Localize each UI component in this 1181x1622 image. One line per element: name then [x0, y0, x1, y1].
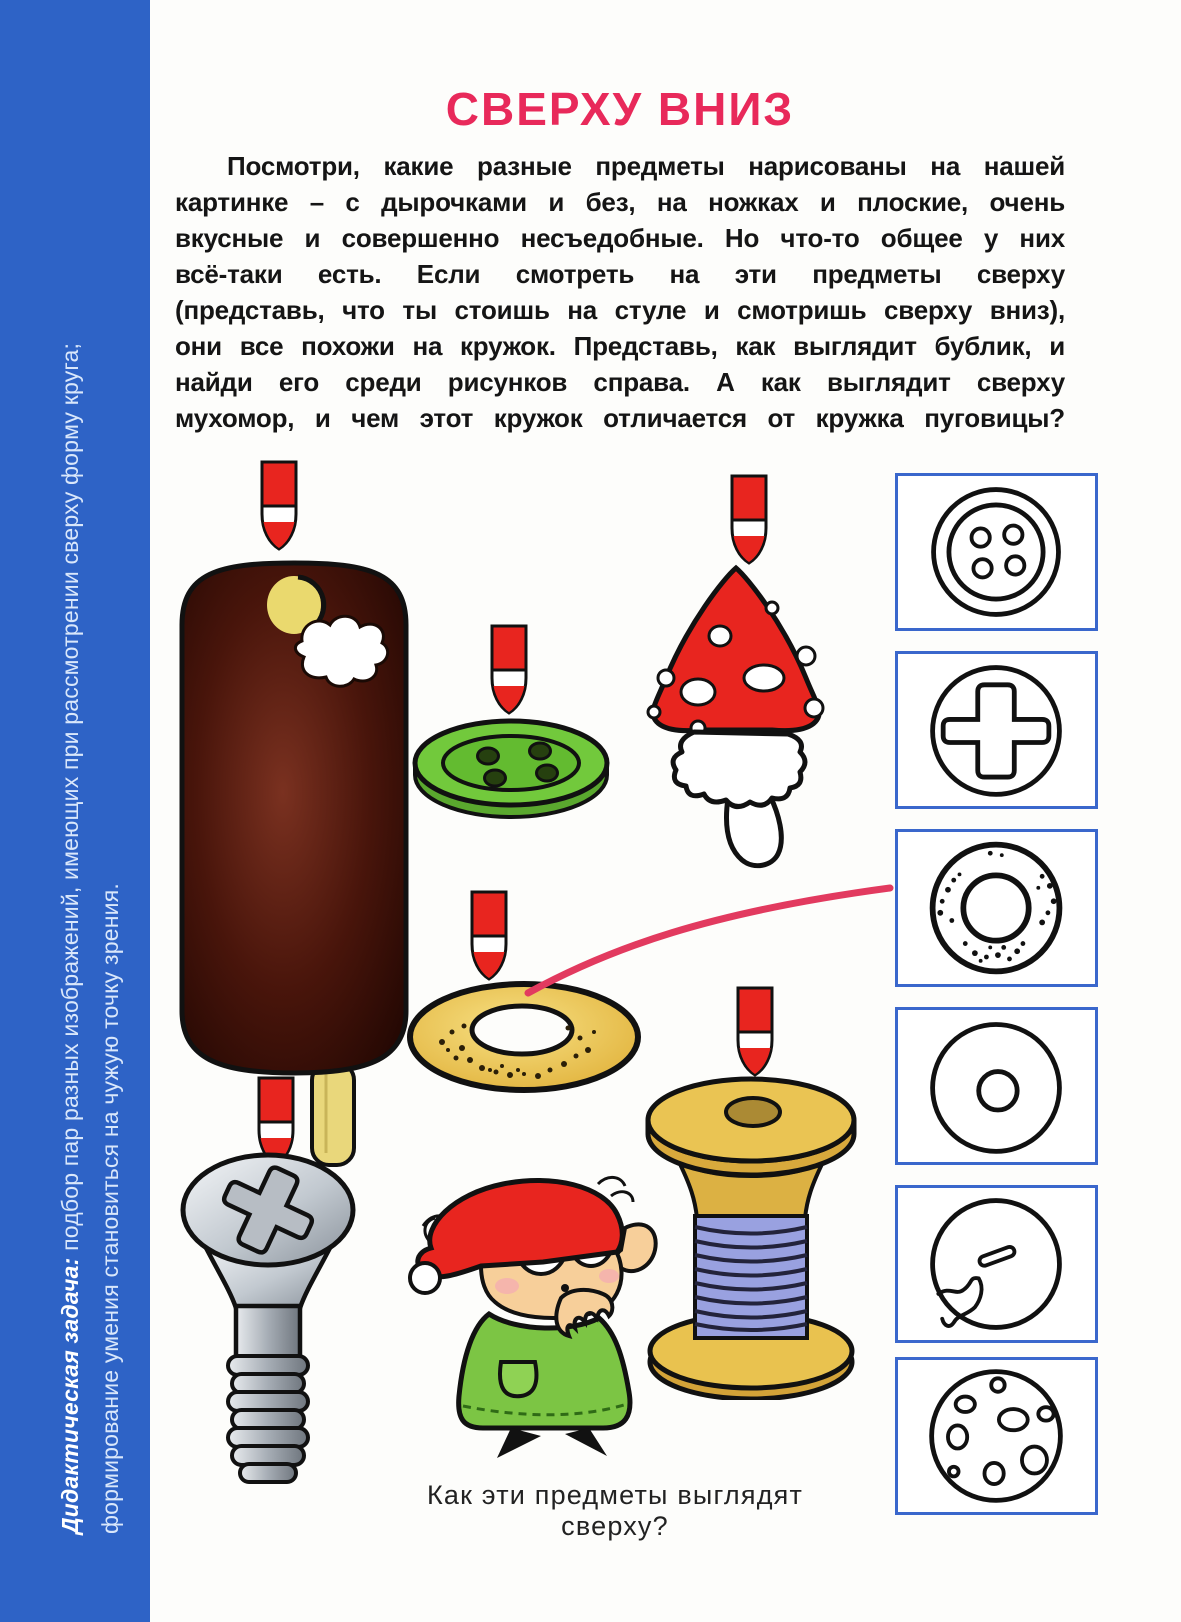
intro-line: мухомор, и чем этот кружок отличается от кружка пуговицы? — [175, 403, 1065, 433]
bitten-spot — [295, 616, 387, 686]
answer-box-spool-top[interactable] — [895, 1007, 1098, 1165]
intro-paragraph — [175, 148, 1065, 436]
screw-threads — [228, 1356, 308, 1482]
spool-figure[interactable] — [641, 1070, 861, 1400]
foot — [497, 1428, 541, 1458]
bagel-top-view-icon — [898, 832, 1095, 984]
didactic-note — [50, 234, 138, 1534]
button-top-view-icon — [898, 476, 1095, 628]
top-view-marker-icon — [487, 624, 531, 716]
intro-line: вкусные и совершенно несъедобные. Но что-то общее у них — [175, 223, 1065, 253]
didactic-note-line1 — [50, 234, 90, 1534]
screw-figure[interactable] — [180, 1150, 360, 1495]
top-view-marker-icon — [727, 474, 771, 566]
didactic-task-text: подбор пар разных изображений, имеющих при рассмотрении сверху форму круга; — [57, 342, 83, 1258]
intro-line: они все похожи на кружок. Представь, как выглядит бублик, и — [175, 331, 1065, 361]
spool-top-view-icon — [898, 1010, 1095, 1162]
mushroom-figure[interactable] — [636, 560, 836, 880]
answer-box-mushroom-top[interactable] — [895, 1357, 1098, 1515]
intro-line: всё-таки есть. Если смотреть на эти предметы сверху — [175, 259, 1065, 289]
intro-line: найди его среди рисунков справа. А как выглядит сверху — [175, 367, 1065, 397]
pocket — [500, 1362, 536, 1396]
mushroom-skirt — [673, 732, 805, 807]
screw-head-top-view-icon — [898, 654, 1095, 806]
page-title: СВЕРХУ ВНИЗ — [445, 83, 795, 135]
didactic-note-line2: формирование умения становиться на чужую точку зрения. — [97, 883, 123, 1534]
answer-connection-line — [500, 860, 920, 1020]
answer-box-bagel-top[interactable] — [895, 829, 1098, 987]
button-figure[interactable] — [410, 716, 615, 824]
mushroom-cap-top-view-icon — [898, 1360, 1095, 1512]
intro-line: (представь, что ты стоишь на стуле и смотришь сверху вниз), — [175, 295, 1065, 325]
mouth — [561, 1284, 569, 1292]
answer-box-button-top[interactable] — [895, 473, 1098, 631]
ice-cream-figure[interactable] — [176, 553, 412, 1171]
foot — [565, 1428, 607, 1456]
hat-pompom — [410, 1263, 440, 1293]
cheek — [495, 1278, 519, 1294]
answer-box-ice-cream-top[interactable] — [895, 1185, 1098, 1343]
didactic-task-label: Дидактическая задача: — [57, 1257, 83, 1534]
intro-line: картинке – с дырочками и без, на ножках и плоские, очень — [175, 187, 1065, 217]
bottom-question: Как эти предметы выглядят сверху? — [426, 1480, 804, 1541]
top-view-marker-icon — [257, 460, 301, 552]
answer-box-screw-top[interactable] — [895, 651, 1098, 809]
cheek — [599, 1269, 619, 1283]
gnome-figure[interactable] — [393, 1166, 663, 1461]
ice-cream-top-view-icon — [898, 1188, 1095, 1340]
intro-line: Посмотри, какие разные предметы нарисованы на нашей — [227, 151, 1065, 181]
left-sidebar — [0, 0, 150, 1622]
spool-hole — [726, 1098, 780, 1126]
